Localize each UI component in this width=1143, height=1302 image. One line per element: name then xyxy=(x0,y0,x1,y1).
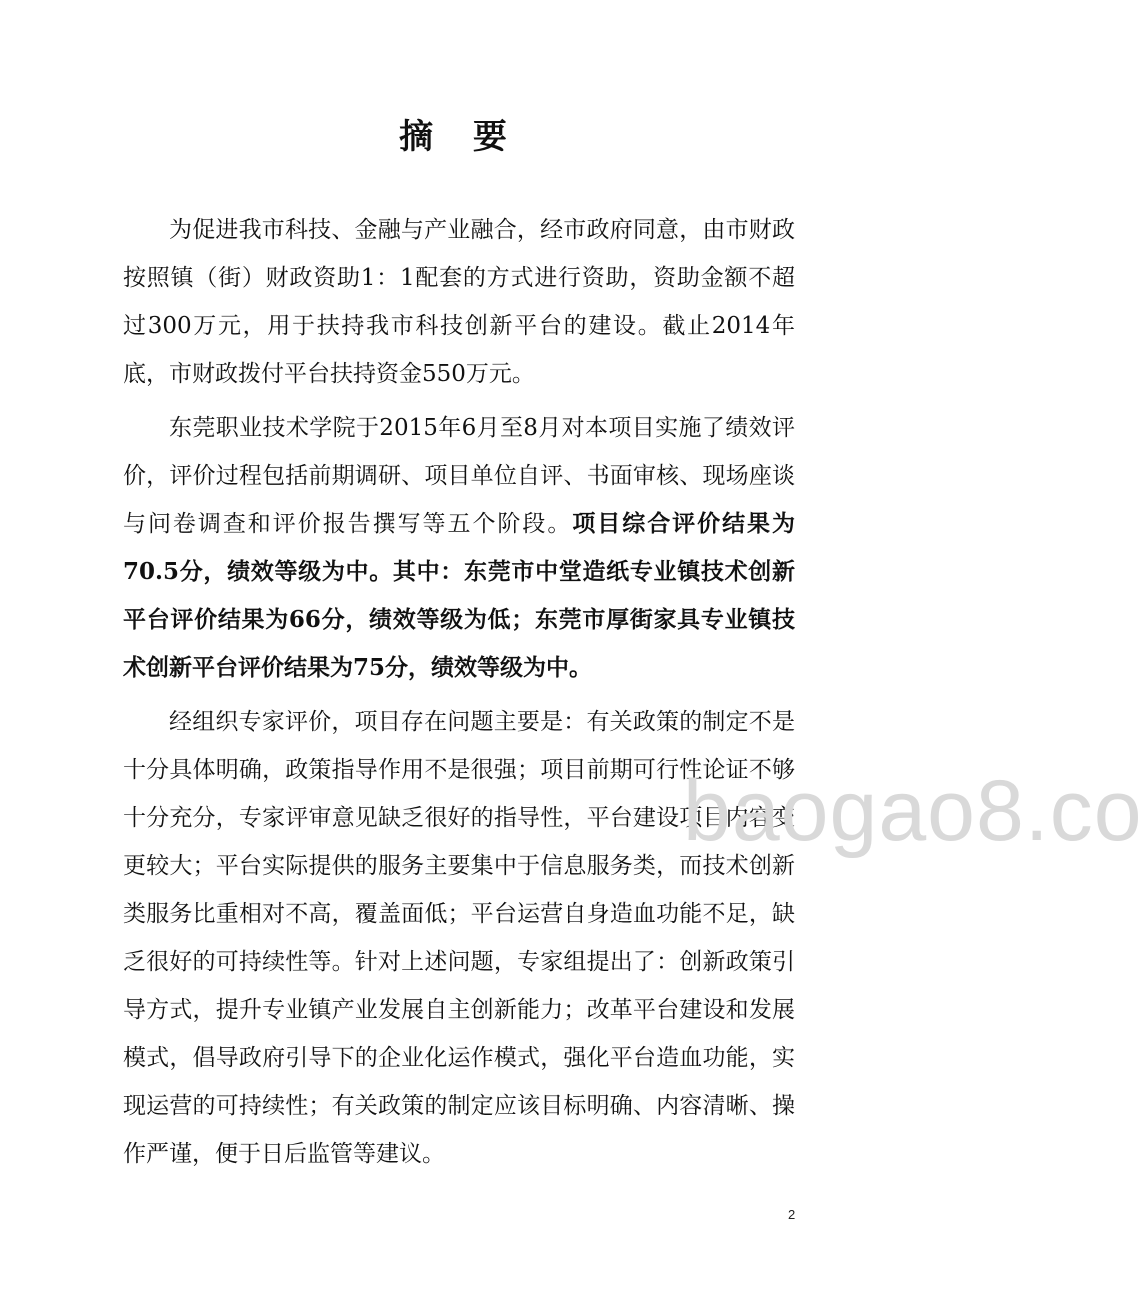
paragraph-text: 经组织专家评价，项目存在问题主要是：有关政策的制定不是十分具体明确，政策指导作用不是很强；项目前期可行性论证不够十分充分，专家评审意见缺乏很好的指导性，平台建设项目内容变更较大；平台实际提供的服务主要集中于信息服务类，而技术创新类服务比重相对不高，覆盖面低；平台运营自身造血功能不足，缺乏很好的可持续性等。针对上述问题，专家组提出了：创新政策引导方式，提升专业镇产业发展自主创新能力；改革平台建设和发展模式，倡导政府引导下的企业化运作模式，强化平台造血功能，实现运营的可持续性；有关政策的制定应该目标明确、内容清晰、操作严谨，便于日后监管等建议。 xyxy=(123,709,795,1167)
watermark: baogao8.co xyxy=(683,763,1143,859)
page-title: 摘 要 xyxy=(399,117,521,157)
paragraph-text: 为促进我市科技、金融与产业融合，经市政府同意，由市财政按照镇（街）财政资助1：1配套的方式进行资助，资助金额不超过300万元，用于扶持我市科技创新平台的建设。截止2014年底，市财政拨付平台扶持资金550万元。 xyxy=(123,217,795,387)
paragraph-text: 东莞职业技术学院于2015年6月至8月对本项目实施了绩效评价，评价过程包括前期调研、项目单位自评、书面审核、现场座谈与问卷调查和评价报告撰写等五个阶段。 xyxy=(123,415,795,537)
abstract-body xyxy=(123,206,795,1184)
paragraph-result-bold: 项目综合评价结果为70.5分，绩效等级为中。其中：东莞市中堂造纸专业镇技术创新平台评价结果为66分，绩效等级为低；东莞市厚街家具专业镇技术创新平台评价结果为75分，绩效等级为中。 xyxy=(123,510,796,681)
paragraph-funding xyxy=(123,206,795,398)
page-number: 2 xyxy=(788,1207,796,1222)
paragraph-evaluation xyxy=(123,404,795,692)
